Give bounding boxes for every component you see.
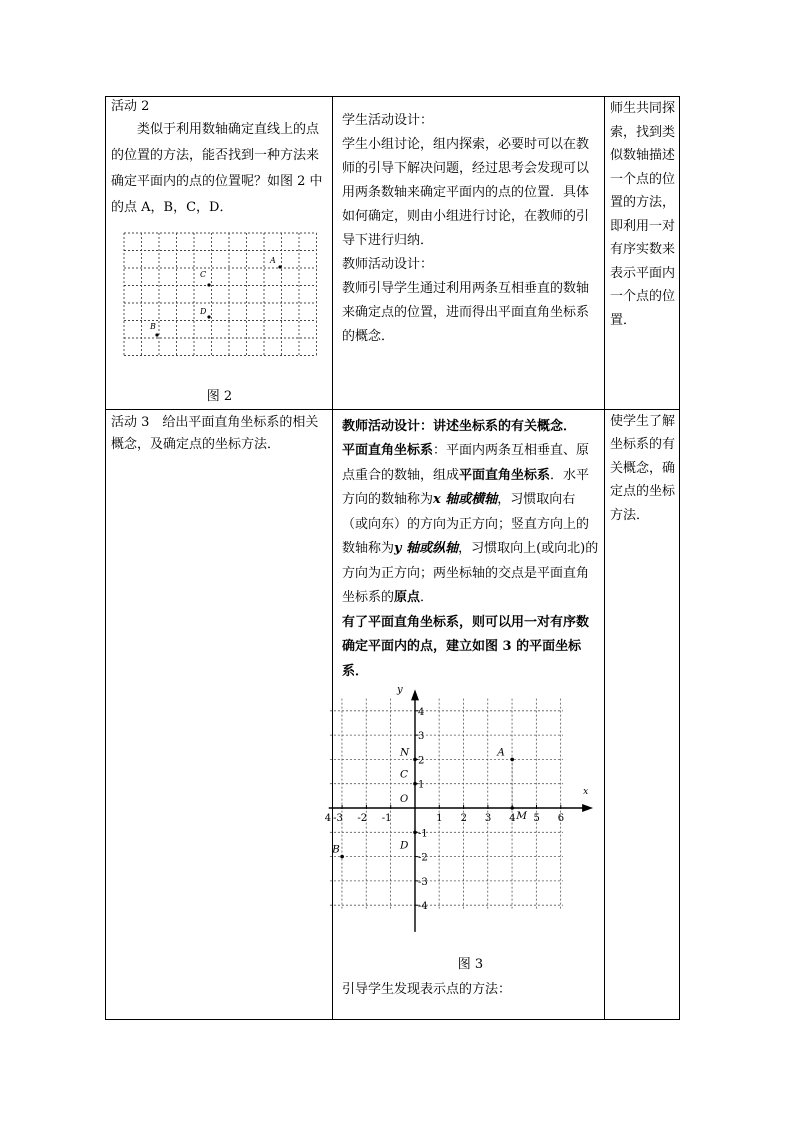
activity3-purpose: 使学生了解坐标系的有关概念，确定点的坐标方法．	[610, 413, 676, 523]
figure2-point-D	[199, 307, 211, 319]
activity3-row	[106, 409, 680, 1019]
x-tick-label: 2	[460, 813, 467, 824]
x-tick-label: 4	[509, 813, 516, 824]
y-tick-label: -1	[418, 828, 428, 840]
figure2-point-C	[200, 270, 211, 287]
x-tick-label: 5	[533, 813, 540, 824]
point-label-N: N	[400, 746, 410, 759]
coordinate-system-definition: 平面直角坐标系：平面内两条互相垂直、原点重合的数轴，组成平面直角坐标系．水平方向的数轴称为x 轴或横轴，习惯取向右（或向东）的方向为正方向；竖直方向上的数轴称为y 轴或纵轴，习惯取向上(或向北)的方向为正方向；两坐标轴的交点是平面直角坐标系的原点．	[342, 443, 599, 605]
figure2-grid	[120, 230, 320, 370]
svg-text:D: D	[200, 307, 207, 316]
y-tick-label: 2	[418, 755, 425, 767]
activity2-question: 类似于利用数轴确定直线上的点的位置的方法，能否找到一种方法来确定平面内的点的位置呢？如图 2 中的点 A，B，C，D．	[111, 122, 323, 215]
x-axis-left-end-label: 4	[324, 813, 332, 824]
x-axis-label: x	[583, 787, 589, 797]
point-D	[413, 831, 417, 835]
y-tick-label: -3	[418, 876, 428, 888]
y-tick-label: 4	[418, 706, 425, 718]
point-C	[413, 782, 417, 786]
y-tick-label: -4	[418, 901, 428, 913]
activity2-col2	[333, 97, 605, 410]
student-activity-title: 学生活动设计：	[342, 113, 434, 128]
lesson-table	[105, 96, 680, 1020]
activity2-col1	[106, 97, 333, 410]
activity3-heading: 活动 3 给出平面直角坐标系的相关概念，及确定点的坐标方法．	[111, 414, 319, 452]
student-activity-text: 学生小组讨论，组内探索，必要时可以在教师的引导下解决问题，经过思考会发现可以用两条数轴来确定平面内的点的位置．具体如何确定，则由小组进行讨论，在教师的引导下进行归纳．	[342, 137, 590, 248]
figure2-point-B	[149, 322, 159, 337]
svg-text:C: C	[200, 270, 207, 279]
teacher-design-heading: 教师活动设计：讲述坐标系的有关概念．	[342, 418, 577, 434]
activity2-col3	[605, 97, 680, 410]
x-axis-term: x 轴或横轴	[433, 492, 498, 507]
x-axis-arrow-icon	[582, 804, 593, 812]
point-label-D: D	[400, 839, 409, 852]
x-tick-label: 1	[436, 813, 443, 824]
figure2-caption: 图 2	[206, 389, 233, 404]
activity3-col3	[605, 409, 680, 1019]
point-B	[340, 855, 344, 859]
point-label-M: M	[516, 810, 527, 822]
figure2-point-A	[269, 256, 282, 269]
x-tick-label: -3	[333, 813, 343, 824]
y-tick-label: 1	[418, 779, 425, 791]
svg-text:B: B	[150, 322, 156, 331]
origin-label: O	[400, 794, 409, 805]
y-axis-arrow-icon	[411, 689, 419, 700]
y-axis-term: y 轴或纵轴	[394, 541, 459, 556]
y-axis-label: y	[397, 684, 403, 696]
teacher-activity-title: 教师活动设计：	[342, 257, 434, 272]
activity2-purpose: 师生共同探索，找到类似数轴描述一个点的位置的方法，即利用一对有序实数来表示平面内一个点的位置．	[610, 101, 676, 328]
guide-footer-text: 引导学生发现表示点的方法：	[342, 981, 512, 997]
activity2-row	[106, 97, 680, 410]
x-tick-label: -1	[381, 813, 392, 824]
figure3-coordinate-plane	[324, 684, 592, 941]
point-label-C: C	[400, 768, 409, 781]
x-tick-label: 6	[557, 813, 565, 824]
y-tick-label: 3	[418, 731, 425, 743]
point-M	[510, 806, 514, 810]
x-tick-label: 3	[484, 813, 492, 824]
ordered-pair-statement: 有了平面直角坐标系，则可以用一对有序数确定平面内的点，建立如图 3 的平面坐标系．	[342, 614, 590, 679]
point-label-A: A	[497, 746, 505, 759]
y-tick-label: -2	[418, 852, 428, 864]
teacher-activity-text: 教师引导学生通过利用两条互相垂直的数轴来确定点的位置，进而得出平面直角坐标系的概念．	[342, 281, 590, 344]
figure3-caption: 图 3	[457, 957, 484, 972]
activity3-col1	[106, 409, 333, 1019]
activity3-col2	[324, 409, 605, 1019]
point-A	[510, 758, 514, 762]
activity2-heading: 活动 2	[111, 99, 150, 114]
point-label-B: B	[332, 843, 340, 856]
point-N	[413, 758, 417, 762]
svg-text:A: A	[270, 256, 276, 265]
x-tick-label: -2	[357, 813, 368, 824]
